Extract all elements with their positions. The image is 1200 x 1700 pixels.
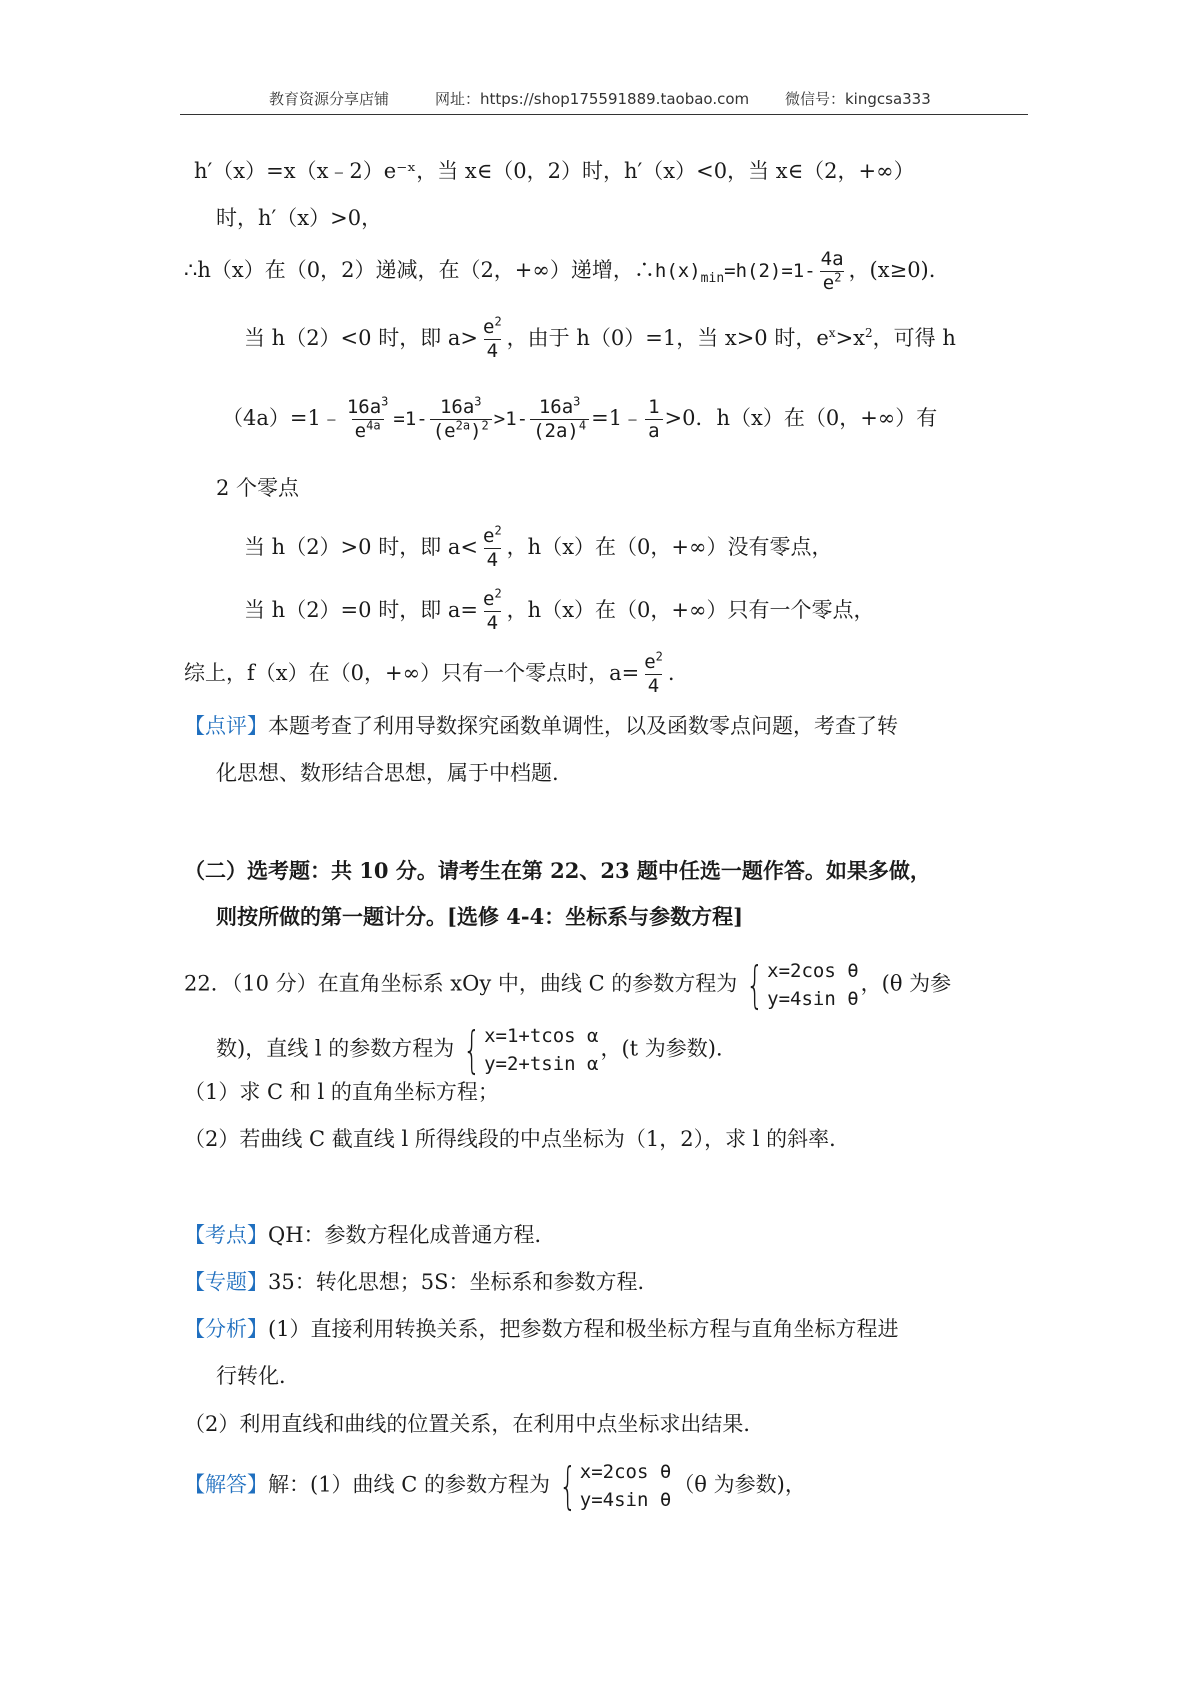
- header-shop-name: 教育资源分享店铺: [269, 90, 390, 108]
- section-heading: 则按所做的第一题计分。[选修 4-4：坐标系与参数方程]: [216, 904, 744, 929]
- fraction: $\frac{4a}{e^2}$: [820, 248, 844, 294]
- text-line: h′（x）=x（x﹣2）e⁻ˣ，当 x∈（0，2）时，h′（x）<0，当 x∈（2，+∞）: [194, 159, 915, 183]
- text-line: 当 h（2）=0 时，即 a= $\frac{e^2}{4}$ ，h（x）在（0，+∞）只有一个零点，: [244, 586, 875, 634]
- header-wechat: 微信号：kingcsa333: [785, 90, 931, 108]
- fraction: $\frac{e^2}{4}$: [644, 649, 663, 697]
- analysis-line: 行转化．: [216, 1364, 300, 1388]
- text-line: ∴h（x）在（0，2）递减，在（2，+∞）递增，$\therefore h(x)_{min}=h(2)=1-$ $\frac{4a}{e^2}$ ，(x≥0).: [184, 248, 936, 294]
- fenxi-tag: 【分析】: [184, 1317, 268, 1341]
- question-line: （1）求 C 和 l 的直角坐标方程；: [184, 1080, 499, 1104]
- equation-system: { x=2cos θ y=4sin θ: [746, 956, 859, 1014]
- header-url[interactable]: 网址：https://shop175591889.taobao.com: [435, 90, 750, 108]
- fraction: $\frac{e^2}{4}$: [482, 314, 502, 362]
- text-line: （4a）=1﹣ $\frac{16a^3}{e^{4a}}$ =1- $\frac{16a^3}{(e^{2a})^2}$ >1- $\frac{16a^3}{(2a)^4}$ =1﹣ $\frac{1}{a}$ >0．h（x）在（0，+∞）有: [222, 394, 938, 442]
- question-line: 数)，直线 l 的参数方程为 { x=1+tcos α y=2+tsin α ，(t 为参数)．: [216, 1021, 737, 1079]
- zhuanti-tag: 【专题】: [184, 1270, 268, 1294]
- analysis-line: 【分析】(1）直接利用转换关系，把参数方程和极坐标方程与直角坐标方程进: [184, 1317, 899, 1341]
- analysis-line: 【专题】35：转化思想；5S：坐标系和参数方程．: [184, 1270, 659, 1294]
- fraction: $\frac{16a^3}{e^{4a}}$: [346, 394, 389, 442]
- section-heading: （二）选考题：共 10 分。请考生在第 22、23 题中任选一题作答。如果多做，: [184, 858, 931, 883]
- equation-system: { x=2cos θ y=4sin θ: [559, 1457, 672, 1515]
- fraction: $\frac{16a^3}{(2a)^4}$: [530, 398, 589, 441]
- text-line: 时，h′（x）>0，: [216, 206, 383, 230]
- question-line: 22．（10 分）在直角坐标系 xOy 中，曲线 C 的参数方程为 { x=2cos θ y=4sin θ ，(θ 为参: [184, 956, 952, 1014]
- comment-tag: 【点评】: [184, 714, 268, 738]
- comment-line: 【点评】本题考查了利用导数探究函数单调性，以及函数零点问题，考查了转: [184, 714, 898, 738]
- equation-system: { x=1+tcos α y=2+tsin α: [463, 1021, 599, 1079]
- kaodian-tag: 【考点】: [184, 1223, 268, 1247]
- fraction: $\frac{16a^3}{(e^{2a})^2}$: [430, 398, 492, 441]
- text-line: 当 h（2）<0 时，即 a> $\frac{e^2}{4}$ ，由于 h（0）=1，当 x>0 时，$e^x>x^2$，可得 h: [244, 314, 956, 362]
- analysis-line: 【考点】QH：参数方程化成普通方程．: [184, 1223, 556, 1247]
- jieda-tag: 【解答】: [184, 1472, 268, 1497]
- page-header: [180, 86, 1028, 115]
- text-line: 2 个零点: [216, 476, 300, 500]
- fraction: $\frac{e^2}{4}$: [482, 586, 502, 634]
- comment-line: 化思想、数形结合思想，属于中档题.: [216, 761, 559, 785]
- question-line: （2）若曲线 C 截直线 l 所得线段的中点坐标为（1，2），求 l 的斜率．: [184, 1127, 851, 1151]
- fraction: $\frac{e^2}{4}$: [482, 523, 502, 571]
- analysis-line: （2）利用直线和曲线的位置关系，在利用中点坐标求出结果．: [184, 1412, 765, 1436]
- text-line: 当 h（2）>0 时，即 a< $\frac{e^2}{4}$ ，h（x）在（0，+∞）没有零点，: [244, 523, 833, 571]
- fraction: $\frac{1}{a}$: [645, 398, 662, 441]
- analysis-line: 【解答】解：(1）曲线 C 的参数方程为 { x=2cos θ y=4sin θ （θ 为参数)，: [184, 1457, 806, 1515]
- text-line: 综上，f（x）在（0，+∞）只有一个零点时，a= $\frac{e^2}{4}$ .: [184, 649, 675, 697]
